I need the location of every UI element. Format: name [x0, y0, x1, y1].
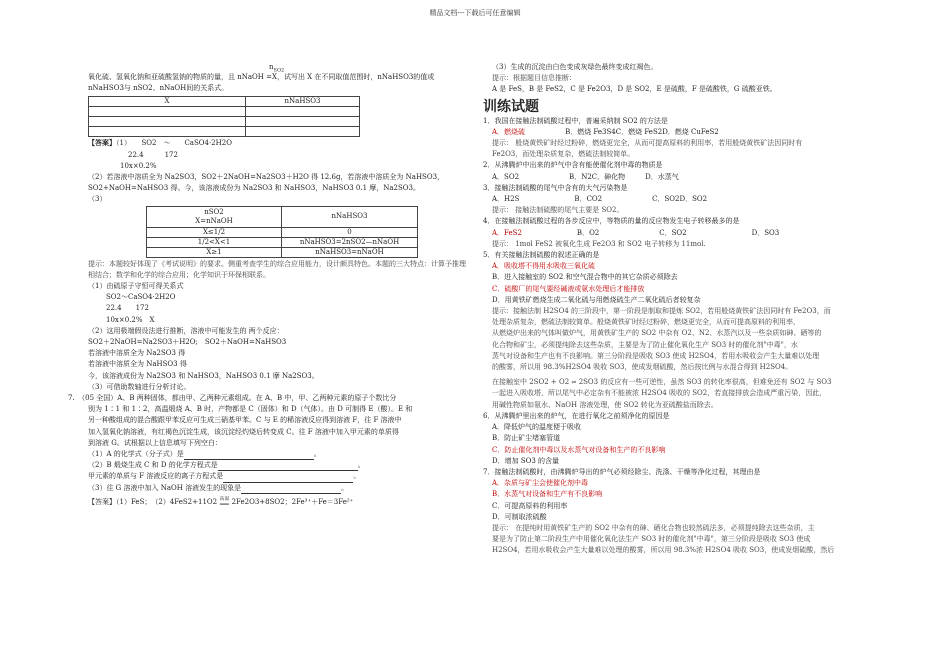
- hint-line-7: SO2＋2NaOH=Na2SO3＋H2O; SO2＋NaOH=NaHSO3: [88, 338, 287, 347]
- answer-2b: SO2+NaOH=NaHSO3 得。今，该溶液成份为 Na2SO3 和 NaHSO3，NaHSO3 0.1 摩，Na2SO3。: [88, 184, 420, 193]
- intro-line-1: 氧化硫、氢氧化钠和亚硫酸氢钠的物质的量，且 nNaOH =X，试写出 X 在不同取值范围时，nNaHSO3的值或: [88, 73, 435, 81]
- left-column: [68, 62, 470, 508]
- q2: 2．从沸腾炉中出来的炉气中含有能使催化剂中毒的物质是: [483, 161, 663, 170]
- question-7-line-4: 加入氢氧化钠溶液，有红褐色沉淀生成，该沉淀经灼烧后转变成 C。往 F 溶液中加入甲元素的单质得: [88, 427, 399, 436]
- prev-answer-3: （3）生成的沉淀由白色变成灰绿色最终变成红褐色。: [492, 63, 658, 71]
- question-7-line-3: 另一种酸组成的混合酸跟甲苯反应可生成三硝基甲苯。C 与 E 的稀溶液反应得到溶液 F，往 F 溶液中: [88, 416, 402, 425]
- question-7-answer: 【答案】（1）FeS； （2）4FeS2+11O2 高温 ═══ 2Fe2O3+8SO2；2Fe³⁺＋Fe＝3Fe²⁺: [88, 495, 354, 508]
- q5-hint-8: 一起进入吸收塔，所以尾气中必定杂有不能被浓 H2SO4 吸收的 SO2，若直接排放会造成严重污染，因此，: [492, 389, 827, 398]
- right-column: [483, 62, 863, 557]
- answer-1-nums: 22.4 172: [128, 150, 178, 159]
- table-header-x: X: [89, 97, 246, 107]
- question-7-line-1: 7. （05 全国）A、B 两种固体，都由甲、乙两种元素组成。在 A、B 中，甲、乙两种元素的原子个数比分: [68, 394, 397, 403]
- q7-hint-2: 要是为了防止第二阶段生产中用催化氧化法生产 SO3 时的催化剂"中毒"，第三分阶段是吸收 SO3 使成: [492, 535, 811, 544]
- q5-hint-5: 蒸气对设备和生产也有不良影响。第三分阶段是吸收 SO3 使成 H2SO4，若用水吸收会产生大量难以处理: [492, 351, 820, 360]
- q1-options: A．燃烧硫 B．燃烧 Fe3S4C．燃烧 FeS2D．燃烧 CuFeS2: [492, 127, 719, 136]
- q3-options: A．H2S B．CO2 C．SO2D．SO2: [492, 195, 708, 204]
- q6-option-b: B．防止矿尘堵塞管道: [492, 434, 561, 443]
- hint-line-4: 22.4 172: [106, 304, 149, 313]
- hint-line-2: （1）由硫原子守恒可得关系式: [88, 282, 184, 291]
- q5-hint-3: 从燃烧炉出来的气体叫做炉气，用黄铁矿生产的 SO2 中杂有 O2、N2、水蒸汽以及一些杂质如砷、硒等的: [492, 329, 822, 338]
- answer-2a: （2）若溶液中溶质全为 Na2SO3，SO2＋2NaOH=Na2SO3＋H2O 得 12.6g，若溶液中溶质全为 NaHSO3，: [88, 173, 445, 182]
- question-7-line-2: 别为 1∶1 和 1∶2，高温煅烧 A、B 时，产物都是 C（固体）和 D（气体）。由 D 可制得 E（酸）。E 和: [88, 405, 413, 414]
- q6-option-c: C．防止催化剂中毒以及水蒸气对设备和生产的不良影响: [492, 445, 666, 454]
- relation-table: [88, 96, 360, 137]
- q5-hint-4: 化合物和矿尘，必须提纯除去这些杂质，主要是为了防止催化氧化生产 SO3 时的催化剂"中毒"，水: [492, 340, 798, 349]
- page-header: 精品文档---下载后可任意编辑: [429, 9, 521, 17]
- range-row-3-x: X≥1: [147, 247, 282, 257]
- q4: 4．在接触法制硫酸过程的各步反应中，等物质的量的反应物发生电子转移最多的是: [483, 217, 740, 226]
- hint-line-11: （3）可借助数轴进行分析讨论。: [88, 382, 191, 391]
- answer-1: 【答案】（1） SO2 ～ CaSO4·2H2O: [88, 138, 232, 148]
- question-7-blank-2b: 甲元素的单质与 F 溶液反应的离子方程式是 。: [88, 471, 470, 482]
- q2-options: A．SO2 B．N2C．砷化物 D．水蒸气: [492, 172, 679, 181]
- question-7-line-5: 到溶液 G。试根据以上信息填写下列空白：: [88, 438, 222, 447]
- q5-hint-9: 用碱性物质如氨水、NaOH 溶液处理，使 SO2 转化为亚硫酸盐而除去。: [492, 400, 718, 409]
- range-row-1-n: 0: [282, 227, 418, 237]
- range-row-2-x: 1/2<X<1: [147, 237, 282, 247]
- q5-option-b: B．进入接触室的 SO2 和空气混合物中的其它杂质必须除去: [492, 273, 678, 282]
- answer-3: （3）: [88, 195, 107, 204]
- hint-line-8: 若溶液中溶质全为 Na2SO3 得: [88, 349, 186, 358]
- hint-line-6: （2）这用极端假设法进行推断，溶液中可能发生的 两个反应：: [88, 326, 284, 335]
- q5-hint-7: 在接触室中 2SO2 + O2 ⇌ 2SO3 的反应有一些可逆性，虽然 SO3 的转化率很高，但难免还有 SO2 与 SO3: [492, 378, 832, 387]
- q6-option-d: D．增加 SO3 的含量: [492, 456, 560, 465]
- q7-option-b: B．水蒸气对设备和生产有不良影响: [492, 490, 603, 499]
- q5-option-a: A．吸收塔不得用水吸收三氧化硫: [492, 262, 596, 271]
- answer-1-calc: 10x×0.2%: [120, 161, 157, 170]
- hint-line-5: 10x×0.2% X: [106, 315, 155, 324]
- table-header-n: nNaHSO3: [246, 97, 360, 107]
- q1-hint-1: 提示： 般烧黄铁矿时经过粉碎，燃烧更完全，从而可提高原料的利用率，若用般烧黄铁矿法因同时有: [492, 139, 803, 148]
- range-row-3-n: nNaHSO3=nNaOH: [282, 247, 418, 257]
- hint-line-3: SO2～CaSO4·2H2O: [106, 293, 176, 302]
- question-7-blank-1: （1）A 的化学式（分子式）是 。: [88, 449, 470, 460]
- q5: 5．有关接触法制硫酸的叙述正确的是: [483, 251, 600, 260]
- q3-hint: 提示： 接触法制硫酸的尾气主要是 SO2。: [492, 206, 624, 215]
- q5-option-d: D．用黄铁矿燃烧生成二氧化硫与用燃烧硫生产二氧化硫后者较复杂: [492, 295, 701, 304]
- q5-hint-2: 处理杂质复杂，燃硫法制较简单。般烧黄铁矿时经过粉碎，燃烧更完全，从而可提高原料的利用率，: [492, 318, 800, 327]
- q6: 6．从沸腾炉里出来的炉气，在进行氧化之前须净化的原因是: [483, 411, 670, 420]
- q3: 3．接触法制硫酸的尾气中含有的大气污染物是: [483, 183, 628, 192]
- prev-hint: 提示：根据题目信息推断：: [492, 74, 576, 83]
- q4-options: A．FeS2 B．O2 C．SO2 D．SO3: [492, 228, 780, 237]
- range-row-1-x: X≤1/2: [147, 227, 282, 237]
- q1-hint-2: Fe2O3，而处理杂质复杂，燃硫法制较简单。: [492, 150, 635, 159]
- fraction-numerator: $n_{SO2}$: [269, 63, 285, 72]
- q7-option-d: D．可制取浓硫酸: [492, 512, 547, 521]
- q4-hint: 提示： 1mol FeS2 被氧化生成 Fe2O3 和 SO2 电子转移为 11mol.: [492, 239, 706, 248]
- q7-hint-3: H2SO4，若用水吸收会产生大量难以处理的酸雾，所以用 98.3%浓 H2SO4 吸收 SO3，使成发烟硫酸，然后: [492, 546, 835, 555]
- range-table: [146, 206, 418, 258]
- prev-hint-answer: A 是 FeS，B 是 FeS2，C 是 Fe2O3，D 是 SO2，E 是硫酸，F 是硫酸铁，G 硫酸亚铁。: [492, 85, 777, 94]
- q5-option-c: C．硫酸厂的尾气要经碱液或氨水处理后才能排放: [492, 284, 645, 293]
- q7: 7．接触法制硫酸时，由沸腾炉导出的炉气必须经除尘、洗涤、干燥等净化过程，其理由是: [483, 467, 761, 476]
- intro-line-2: nNaHSO3与 nSO2、nNaOH间的关系式。: [88, 84, 229, 93]
- range-table-header-n: nNaHSO3: [282, 206, 418, 227]
- hint-line-10: 今，该溶液成份为 Na2SO3 和 NaHSO3，NaHSO3 0.1 摩 Na2SO3。: [88, 371, 319, 380]
- q5-hint-1: 提示：接触法制 H2SO4 的三阶段中，第一阶段是制取和提炼 SO2，若用般烧黄铁矿法因同时有 Fe2O3，而: [492, 307, 831, 316]
- q7-option-a: A．杂质与矿尘会使催化剂中毒: [492, 479, 589, 488]
- q1: 1．我国在接触法制硫酸过程中，普遍采纳制 SO2 的方法是: [483, 116, 668, 125]
- q5-hint-6: 的酸雾，所以用 98.3%H2SO4 吸收 SO3，使成发烟硫酸，然后按比例与水混合得到 H2SO4。: [492, 363, 793, 372]
- q6-option-a: A．降低炉气的温度便于吸收: [492, 423, 582, 432]
- q7-hint-1: 提示： 在提纯时用黄铁矿生产的 SO2 中杂有的砷、硒化合物也较然硫法多，必须提纯除去这些杂质，主: [492, 523, 815, 532]
- hint-line-9: 若溶液中溶质全为 NaHSO3 得: [88, 360, 187, 369]
- range-row-2-n: nNaHSO3=2nSO2—nNaOH: [282, 237, 418, 247]
- question-7-blank-2: （2）B 煅烧生成 C 和 D 的化学方程式是 。: [88, 460, 470, 471]
- range-table-header-x: nSO2 X=nNaOH: [147, 206, 282, 227]
- question-7-blank-3: （3）往 G 溶液中加入 NaOH 溶液发生的现象是 。: [88, 483, 470, 494]
- q7-option-c: C．可提高原料的利用率: [492, 501, 568, 510]
- section-title: 训练试题: [483, 98, 539, 115]
- hint-paragraph: 提示：本题较好体现了《考试说明》的要求。侧重考查学生的综合应用能力，设计颇具特色。本题的三大特点：计算予推理相结合；数学和化学的综合应用；化学知识于环保相联系。: [88, 259, 466, 279]
